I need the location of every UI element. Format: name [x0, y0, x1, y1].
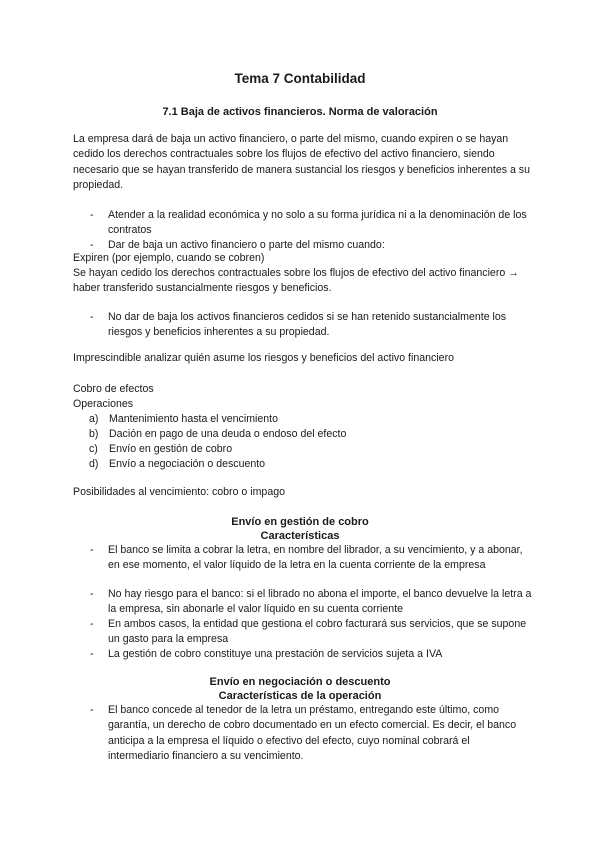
dash-bullet: - — [90, 311, 94, 323]
dash-bullet: - — [90, 209, 94, 221]
section-subtitle: 7.1 Baja de activos financieros. Norma de valoración — [162, 106, 438, 118]
imprescindible-line: Imprescindible analizar quién asume los riesgos y beneficios del activo financiero — [73, 352, 454, 364]
dash-bullet: - — [90, 239, 94, 251]
dash-bullet: - — [90, 648, 94, 660]
operaciones-label: Operaciones — [73, 398, 134, 410]
dash-bullet: - — [90, 588, 94, 600]
cedido-line: Se hayan cedido los derechos contractuales sobre los flujos de efectivo del activo financiero → haber transferido sustancialmente riesgos y beneficios. — [73, 267, 519, 295]
section-subheading: Características — [260, 530, 340, 542]
cobro-efectos-label: Cobro de efectos — [73, 383, 154, 395]
posibilidades-line: Posibilidades al vencimiento: cobro o impago — [73, 486, 285, 498]
dash-bullet: - — [90, 544, 94, 556]
section-subheading: Características de la operación — [218, 690, 382, 702]
section-heading: Envío en gestión de cobro — [231, 516, 369, 528]
document-page: Tema 7 Contabilidad 7.1 Baja de activos financieros. Norma de valoración La empresa dará de baja un activo financiero, o parte del mismo, cuando expiren o se hayan cedido los derechos contractuales sobre los flujos de efectivo del activo financiero, siendo necesario que se hayan transferido de manera sustancial los riesgos y beneficios inherentes a su propiedad. - Atender a la realidad económica y no solo a su forma jurídica ni a la denominación de los contratos - Dar de baja un activo financiero o parte del mismo cuando: Expiren (por ejemplo, cuando se cobren) Se hayan cedido los derechos contractuales sobre los flujos de efectivo del activo financiero → haber transferido sustancialmente riesgos y beneficios. - No dar de baja los activos financieros cedidos si se han retenido sustancialmente los riesgos y beneficios inherentes a su propiedad. Imprescindible analizar quién asume los riesgos y beneficios del activo financiero Cobro de efectos Operaciones a) Mantenimiento hasta el vencimiento b) Dación en pago de una deuda o endoso del efecto c) Envío en gestión de cobro d) Envío a negociación o descuento Posibilidades al vencimiento: cobro o impago Envío en gestión de cobro Características - El banco se limita a cobrar la letra, en nombre del librador, a su vencimiento, y a abonar, en ese momento, el valor líquido de la letra en la cuenta corriente de la empresa - No hay riesgo para el banco: si el librado no abona el importe, el banco devuelve la letra a la empresa, sin abonarle el valor líquido en su cuenta corriente - En ambos casos, la entidad que gestiona el cobro facturará sus servicios, que se supone un gasto para la empresa - La gestión de cobro constituye una prestación de servicios sujeta a IVA Envío en negociación o descuento Características de la operación - El banco concede al tenedor de la letra un préstamo, entregando este último, como garantía, un derecho de cobro documentado en un efecto comercial. Es decir, el banco anticipa a la empresa el líquido o efectivo del efecto, cuyo nominal cobrará el intermediario financiero a su vencimiento. — [0, 0, 600, 848]
page-title: Tema 7 Contabilidad — [234, 71, 366, 86]
section-heading: Envío en negociación o descuento — [209, 676, 391, 688]
intro-paragraph: La empresa dará de baja un activo financiero, o parte del mismo, cuando expiren o se hayan cedido los derechos contractuales sobre los flujos de efectivo del activo financiero, siendo necesario que se hayan transferido de manera sustancial los riesgos y beneficios inherentes a su propiedad. — [73, 133, 530, 191]
expiren-line: Expiren (por ejemplo, cuando se cobren) — [73, 252, 265, 264]
dash-bullet: - — [90, 704, 94, 716]
dash-bullet: - — [90, 618, 94, 630]
